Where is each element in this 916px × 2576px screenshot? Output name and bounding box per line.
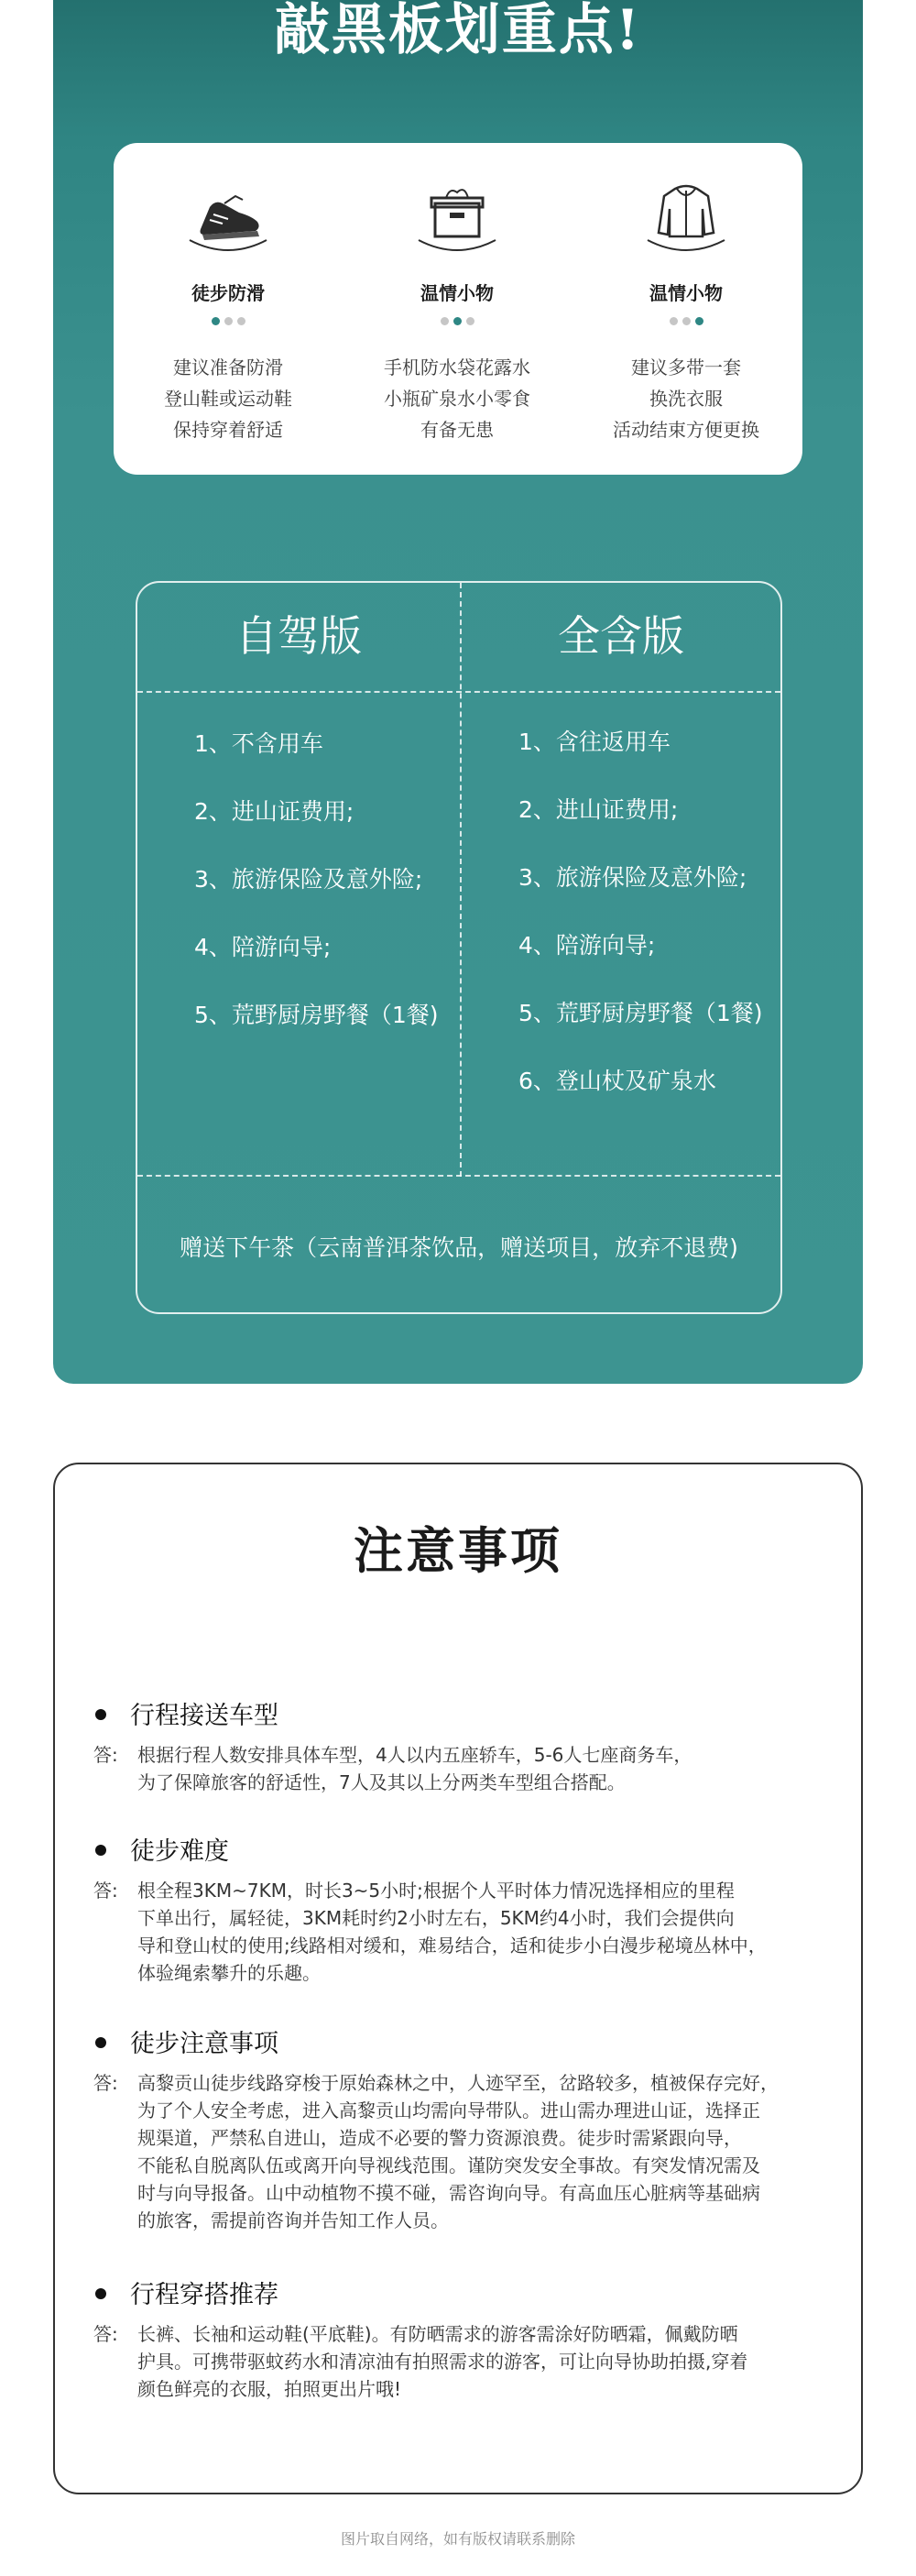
tip-description: 建议准备防滑 登山鞋或运动鞋 保持穿着舒适 bbox=[164, 356, 292, 441]
note-heading: 徒步难度 bbox=[95, 1831, 229, 1867]
notes-card: 注意事项 行程接送车型 答: 根据行程人数安排具体车型，4人以内五座轿车，5-6人七座商务车， 为了保障旅客的舒适性，7人及其以上分两类车型组合搭配。 徒步难度 答: 根全程3KM~7KM，时长3~5小时;根据个人平时体力情况选择相应的里程 下单出行，属轻徒，3KM耗时约2小时左右，5KM约4小时，我们会提供向 导和登山杖的使用;线路相对缓和，难易结合，适和徒步小白漫步秘境丛林中， 体验绳索攀升的乐趣。 徒步注意事项 答: 高黎贡山徒步线路穿梭于原始森林之中，人迹罕至，岔路较多，植被保存完好， 为了个人安全考虑，进入高黎贡山均需向导带队。进山需办理进山证，选择正 规渠道，严禁私自进山，造成不必要的警力资源浪费。徒步时需紧跟向导， 不能私自脱离队伍或离开向导视线范围。谨防突发安全事故。有突发情况需及 时与向导报备。山中动植物不摸不碰，需咨询向导。有高血压心脏病等基础病 的旅客，需提前咨询并告知工作人员。 行程穿搭推荐 答: 长裤、长袖和运动鞋(平底鞋)。有防晒需求的游客需涂好防晒霜，佩戴防晒 护具。可携带驱蚊药水和清凉油有拍照需求的游客，可让向导协助拍摄,穿着 颜色鲜亮的衣服，拍照更出片哦! bbox=[53, 1463, 863, 2494]
note-heading: 行程接送车型 bbox=[95, 1695, 278, 1731]
list-item: 6、登山杖及矿泉水 bbox=[518, 1068, 716, 1094]
list-item: 1、不含用车 bbox=[194, 730, 323, 757]
answer-label: 答: bbox=[93, 1744, 118, 1766]
page-title: 敲黑板划重点! bbox=[274, 0, 642, 62]
list-item: 5、荒野厨房野餐（1餐) bbox=[194, 1002, 439, 1028]
tip-description: 手机防水袋花露水 小瓶矿泉水小零食 有备无患 bbox=[384, 356, 530, 441]
hiking-shoe-icon bbox=[182, 176, 274, 260]
pager-dots bbox=[343, 317, 572, 325]
list-item: 4、陪游向导; bbox=[194, 934, 332, 960]
self-drive-list bbox=[194, 726, 439, 1065]
tip-clothes bbox=[572, 143, 801, 475]
list-item: 3、旅游保险及意外险; bbox=[518, 864, 747, 891]
tip-title: 温情小物 bbox=[649, 282, 723, 304]
tip-small-items bbox=[343, 143, 572, 475]
answer-label: 答: bbox=[93, 2323, 118, 2345]
image-credit: 图片取自网络，如有版权请联系删除 bbox=[340, 2530, 575, 2548]
divider bbox=[137, 1175, 780, 1177]
pager-dots bbox=[114, 317, 343, 325]
note-heading: 行程穿搭推荐 bbox=[95, 2275, 278, 2310]
list-item: 1、含往返用车 bbox=[518, 729, 671, 755]
jacket-icon bbox=[640, 176, 732, 260]
list-item: 4、陪游向导; bbox=[518, 932, 656, 959]
list-item: 3、旅游保险及意外险; bbox=[194, 866, 423, 893]
all-inclusive-list bbox=[518, 724, 763, 1131]
self-drive-title: 自驾版 bbox=[235, 611, 362, 661]
notes-title: 注意事项 bbox=[354, 1521, 562, 1580]
note-heading: 徒步注意事项 bbox=[95, 2023, 278, 2059]
box-icon bbox=[411, 176, 503, 260]
tips-card bbox=[114, 143, 802, 475]
all-inclusive-title: 全含版 bbox=[558, 611, 684, 661]
tip-hiking bbox=[114, 143, 343, 475]
list-item: 5、荒野厨房野餐（1餐) bbox=[518, 1000, 763, 1026]
list-item: 2、进山证费用; bbox=[194, 798, 354, 825]
tip-title: 温情小物 bbox=[420, 282, 494, 304]
divider bbox=[460, 583, 462, 1177]
answer-label: 答: bbox=[93, 2072, 118, 2094]
tip-title: 徒步防滑 bbox=[191, 282, 265, 304]
divider bbox=[137, 691, 780, 693]
answer-label: 答: bbox=[93, 1880, 118, 1902]
list-item: 2、进山证费用; bbox=[518, 796, 679, 823]
package-comparison bbox=[136, 581, 782, 1314]
tip-description: 建议多带一套 换洗衣服 活动结束方便更换 bbox=[613, 356, 759, 441]
pager-dots bbox=[572, 317, 801, 325]
bonus-note: 赠送下午茶（云南普洱茶饮品，赠送项目，放弃不退费) bbox=[180, 1234, 738, 1261]
